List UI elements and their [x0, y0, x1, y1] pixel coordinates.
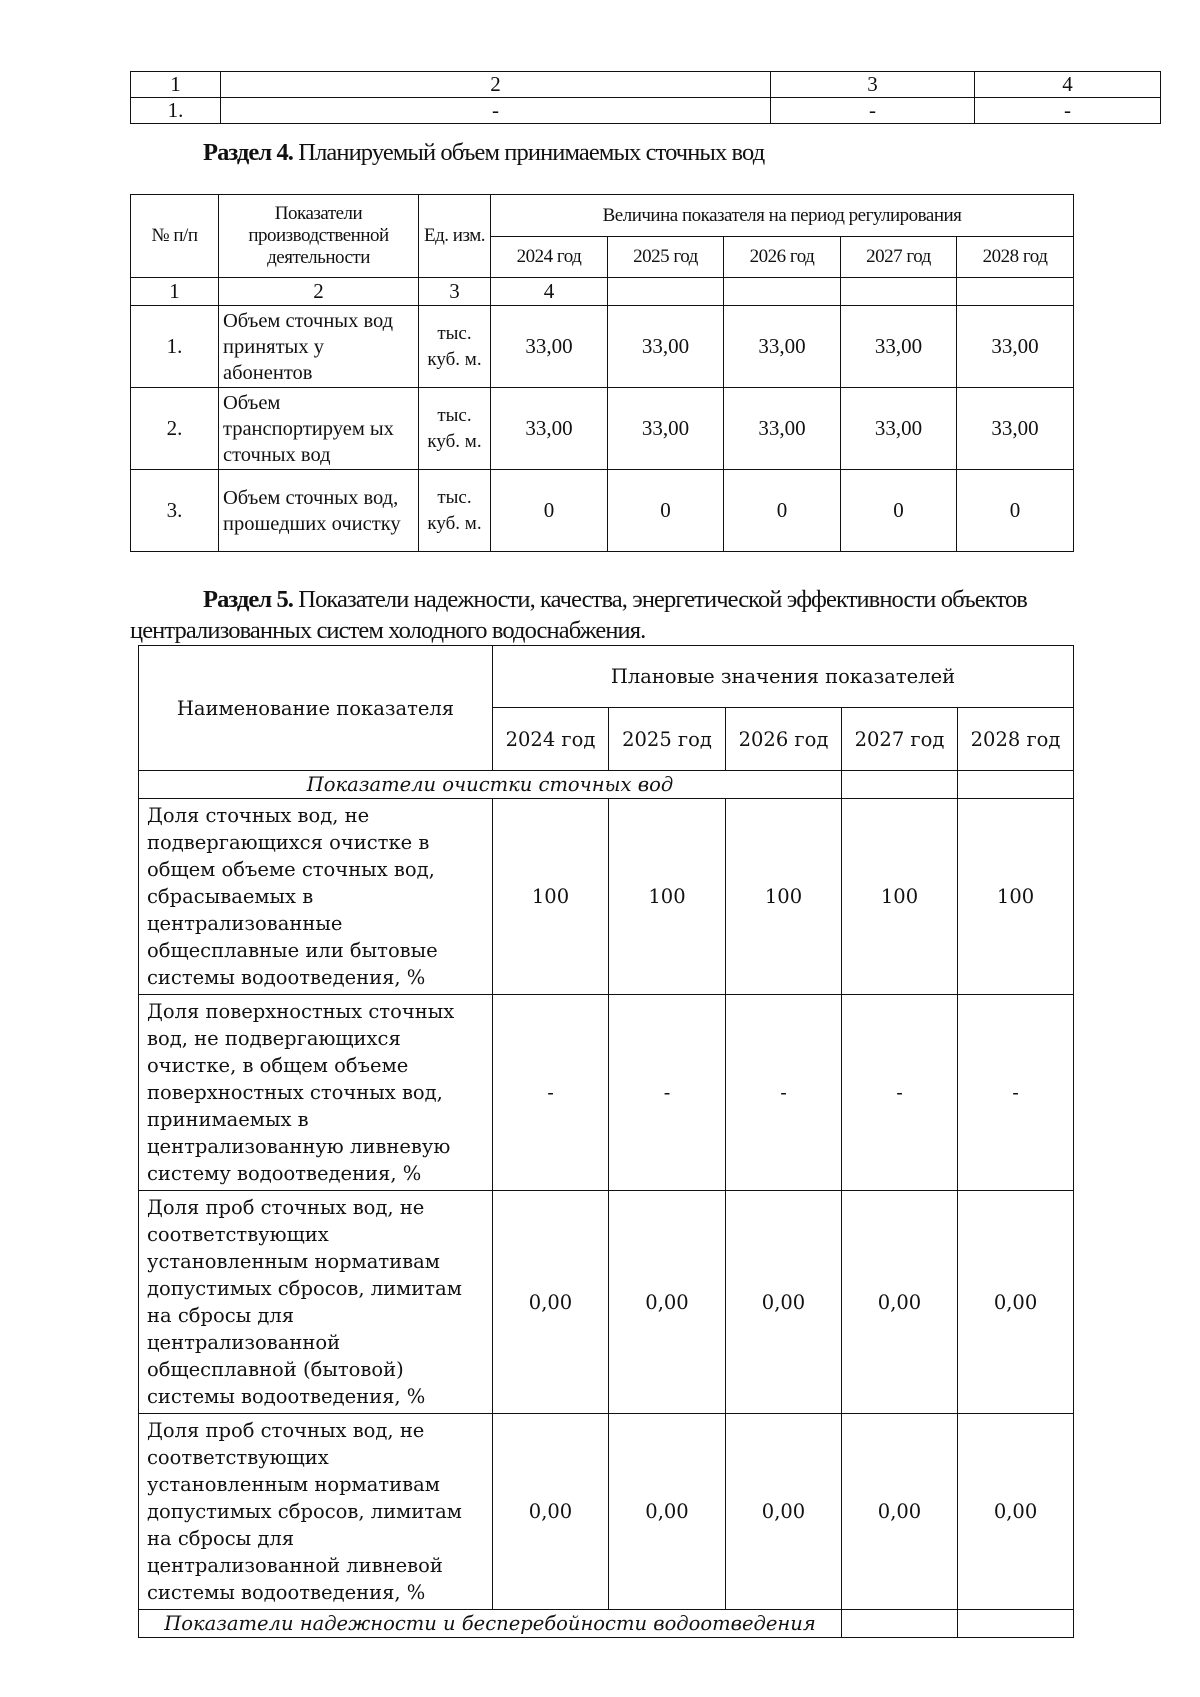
table-cell: [842, 1610, 958, 1638]
col-number-header: № п/п: [131, 195, 219, 278]
value-cell: 100: [726, 799, 842, 995]
section-5-title: Показатели надежности, качества, энергетической эффективности объектов централизованных систем холодного водоснабжения.: [130, 586, 1027, 644]
table-cell: 3: [419, 278, 491, 306]
value-cell: 33,00: [491, 388, 608, 470]
table-cell: 4: [491, 278, 608, 306]
value-cell: 0: [724, 470, 841, 552]
indicator-name: Доля поверхностных сточных вод, не подвергающихся очистке, в общем объеме поверхностных сточных вод, принимаемых в централизованную ливневую систему водоотведения, %: [139, 995, 493, 1191]
indicator-name: Объем транспортируем ых сточных вод: [219, 388, 419, 470]
value-cell: 33,00: [841, 388, 957, 470]
table-cell: [608, 278, 724, 306]
value-cell: 33,00: [724, 306, 841, 388]
value-cell: 33,00: [957, 388, 1074, 470]
col-plan-header: Плановые значения показателей: [493, 646, 1074, 708]
row-number: 3.: [131, 470, 219, 552]
table-cell: [957, 278, 1074, 306]
value-cell: 0: [491, 470, 608, 552]
continuation-table: [130, 71, 1161, 124]
row-number: 2.: [131, 388, 219, 470]
value-cell: 0,00: [726, 1191, 842, 1414]
table-cell: 2: [221, 72, 771, 98]
table-header-row: [131, 72, 1161, 98]
table-row: [139, 1191, 1074, 1414]
value-cell: 33,00: [608, 306, 724, 388]
value-cell: 33,00: [608, 388, 724, 470]
value-cell: 0,00: [493, 1191, 609, 1414]
indicator-name: Доля проб сточных вод, не соответствующих установленным нормативам допустимых сбросов, лимитам на сбросы для централизованной общесплавной (бытовой) системы водоотведения, %: [139, 1191, 493, 1414]
value-cell: -: [726, 995, 842, 1191]
table-row: [131, 98, 1161, 124]
value-cell: -: [842, 995, 958, 1191]
group-heading: Показатели очистки сточных вод: [139, 771, 842, 799]
value-cell: 0,00: [842, 1191, 958, 1414]
table-cell: [724, 278, 841, 306]
year-header: 2028 год: [957, 237, 1074, 278]
value-cell: 100: [609, 799, 726, 995]
value-cell: 0: [957, 470, 1074, 552]
table-cell: 1: [131, 72, 221, 98]
year-header: 2027 год: [842, 708, 958, 771]
indicator-name: Доля проб сточных вод, не соответствующих установленным нормативам допустимых сбросов, лимитам на сбросы для централизованной ливневой системы водоотведения, %: [139, 1414, 493, 1610]
table-row: [139, 995, 1074, 1191]
year-header: 2026 год: [724, 237, 841, 278]
table-cell: [958, 1610, 1074, 1638]
value-cell: 0,00: [609, 1191, 726, 1414]
value-cell: 0,00: [609, 1414, 726, 1610]
table-cell: [958, 771, 1074, 799]
table-row: [131, 306, 1074, 388]
value-cell: 100: [493, 799, 609, 995]
value-cell: -: [493, 995, 609, 1191]
group-heading: Показатели надежности и бесперебойности водоотведения: [139, 1610, 842, 1638]
table-cell: -: [221, 98, 771, 124]
table-cell: 4: [975, 72, 1161, 98]
indicator-name: Доля сточных вод, не подвергающихся очистке в общем объеме сточных вод, сбрасываемых в централизованные общесплавные или бытовые системы водоотведения, %: [139, 799, 493, 995]
value-cell: 33,00: [841, 306, 957, 388]
section-5-label: Раздел 5.: [203, 586, 294, 613]
section-4-heading: [130, 137, 1160, 168]
value-cell: 0,00: [958, 1414, 1074, 1610]
table-row: [131, 470, 1074, 552]
year-header: 2026 год: [726, 708, 842, 771]
value-cell: 0: [841, 470, 957, 552]
indicator-name: Объем сточных вод принятых у абонентов: [219, 306, 419, 388]
col-name-header: Наименование показателя: [139, 646, 493, 771]
table-cell: -: [975, 98, 1161, 124]
table-cell: [841, 278, 957, 306]
col-period-header: Величина показателя на период регулирования: [491, 195, 1074, 237]
group-row: [139, 1610, 1074, 1638]
value-cell: 33,00: [957, 306, 1074, 388]
table-cell: 1.: [131, 98, 221, 124]
value-cell: 33,00: [491, 306, 608, 388]
year-header: 2027 год: [841, 237, 957, 278]
value-cell: -: [958, 995, 1074, 1191]
value-cell: 0,00: [493, 1414, 609, 1610]
table-row: [131, 388, 1074, 470]
table-cell: 1: [131, 278, 219, 306]
value-cell: 100: [958, 799, 1074, 995]
unit-cell: тыс. куб. м.: [419, 388, 491, 470]
wastewater-volume-table: [130, 194, 1074, 552]
year-header: 2024 год: [493, 708, 609, 771]
col-indicator-header: Показатели производственной деятельности: [219, 195, 419, 278]
table-cell: 2: [219, 278, 419, 306]
table-cell: [842, 771, 958, 799]
unit-cell: тыс. куб. м.: [419, 306, 491, 388]
year-header: 2025 год: [608, 237, 724, 278]
value-cell: 0: [608, 470, 724, 552]
table-cell: 3: [771, 72, 975, 98]
table-row: [139, 799, 1074, 995]
value-cell: 0,00: [842, 1414, 958, 1610]
year-header: 2024 год: [491, 237, 608, 278]
value-cell: -: [609, 995, 726, 1191]
indicator-name: Объем сточных вод, прошедших очистку: [219, 470, 419, 552]
table-header-row: [131, 195, 1074, 237]
table-cell: -: [771, 98, 975, 124]
section-4-label: Раздел 4.: [203, 139, 294, 166]
unit-cell: тыс. куб. м.: [419, 470, 491, 552]
section-4-title: Планируемый объем принимаемых сточных вод: [293, 139, 765, 166]
row-number: 1.: [131, 306, 219, 388]
group-row: [139, 771, 1074, 799]
table-row: [139, 1414, 1074, 1610]
section-5-heading: [130, 584, 1160, 646]
year-header: 2025 год: [609, 708, 726, 771]
value-cell: 100: [842, 799, 958, 995]
year-header: 2028 год: [958, 708, 1074, 771]
value-cell: 33,00: [724, 388, 841, 470]
col-unit-header: Ед. изм.: [419, 195, 491, 278]
table-header-row: [139, 646, 1074, 708]
index-row: [131, 278, 1074, 306]
value-cell: 0,00: [726, 1414, 842, 1610]
value-cell: 0,00: [958, 1191, 1074, 1414]
reliability-indicators-table: [138, 645, 1074, 1638]
